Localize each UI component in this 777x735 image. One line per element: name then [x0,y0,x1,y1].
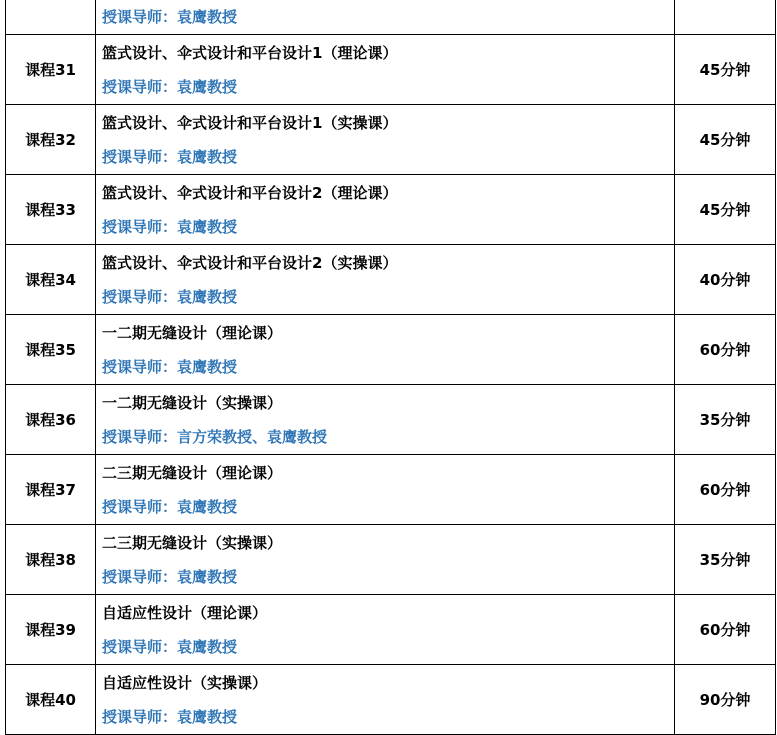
course-id: 课程32 [6,105,96,175]
course-id: 课程34 [6,245,96,315]
course-teacher: 授课导师：袁鹰教授 [102,497,238,516]
course-title: 二三期无缝设计（理论课） [102,463,283,482]
course-teacher: 授课导师：袁鹰教授 [102,287,238,306]
course-content [96,105,675,175]
course-duration: 35分钟 [675,385,776,455]
course-teacher: 授课导师：袁鹰教授 [102,357,238,376]
course-row [6,455,776,525]
course-teacher: 授课导师：袁鹰教授 [102,217,238,236]
course-teacher: 授课导师：袁鹰教授 [102,567,238,586]
course-teacher: 授课导师：言方荣教授、袁鹰教授 [102,427,328,446]
course-duration: 40分钟 [675,245,776,315]
course-duration: 45分钟 [675,175,776,245]
course-duration: 60分钟 [675,315,776,385]
course-teacher: 授课导师：袁鹰教授 [102,77,238,96]
course-row [6,385,776,455]
course-content [96,665,675,735]
course-row [6,0,776,35]
course-content [96,595,675,665]
course-row [6,105,776,175]
course-title: 自适应性设计（实操课） [102,673,268,692]
course-id: 课程37 [6,455,96,525]
course-teacher: 授课导师：袁鹰教授 [102,637,238,656]
course-content [96,175,675,245]
course-row [6,525,776,595]
course-title: 篮式设计、伞式设计和平台设计2（理论课） [102,183,398,202]
course-content [96,0,675,35]
course-duration: 45分钟 [675,105,776,175]
course-row [6,595,776,665]
course-duration: 45分钟 [675,35,776,105]
course-row [6,245,776,315]
course-title: 二三期无缝设计（实操课） [102,533,283,552]
course-content [96,35,675,105]
course-title: 篮式设计、伞式设计和平台设计1（理论课） [102,43,398,62]
course-content [96,245,675,315]
course-id: 课程31 [6,35,96,105]
course-id: 课程40 [6,665,96,735]
course-teacher: 授课导师：袁鹰教授 [102,7,238,26]
course-title: 一二期无缝设计（实操课） [102,393,283,412]
course-content [96,455,675,525]
course-id: 课程33 [6,175,96,245]
course-duration: 60分钟 [675,595,776,665]
course-title: 一二期无缝设计（理论课） [102,323,283,342]
course-id: 课程36 [6,385,96,455]
course-schedule-table [5,0,776,735]
course-title: 自适应性设计（理论课） [102,603,268,622]
course-id: 课程35 [6,315,96,385]
course-row [6,315,776,385]
course-duration: 35分钟 [675,525,776,595]
course-duration: 60分钟 [675,455,776,525]
course-teacher: 授课导师：袁鹰教授 [102,707,238,726]
course-id: 课程39 [6,595,96,665]
course-duration [675,0,776,35]
course-id: 课程38 [6,525,96,595]
course-row [6,665,776,735]
course-content [96,315,675,385]
course-id [6,0,96,35]
course-teacher: 授课导师：袁鹰教授 [102,147,238,166]
course-content [96,385,675,455]
course-row [6,35,776,105]
course-row [6,175,776,245]
course-content [96,525,675,595]
course-title: 篮式设计、伞式设计和平台设计2（实操课） [102,253,398,272]
course-title: 篮式设计、伞式设计和平台设计1（实操课） [102,113,398,132]
course-duration: 90分钟 [675,665,776,735]
